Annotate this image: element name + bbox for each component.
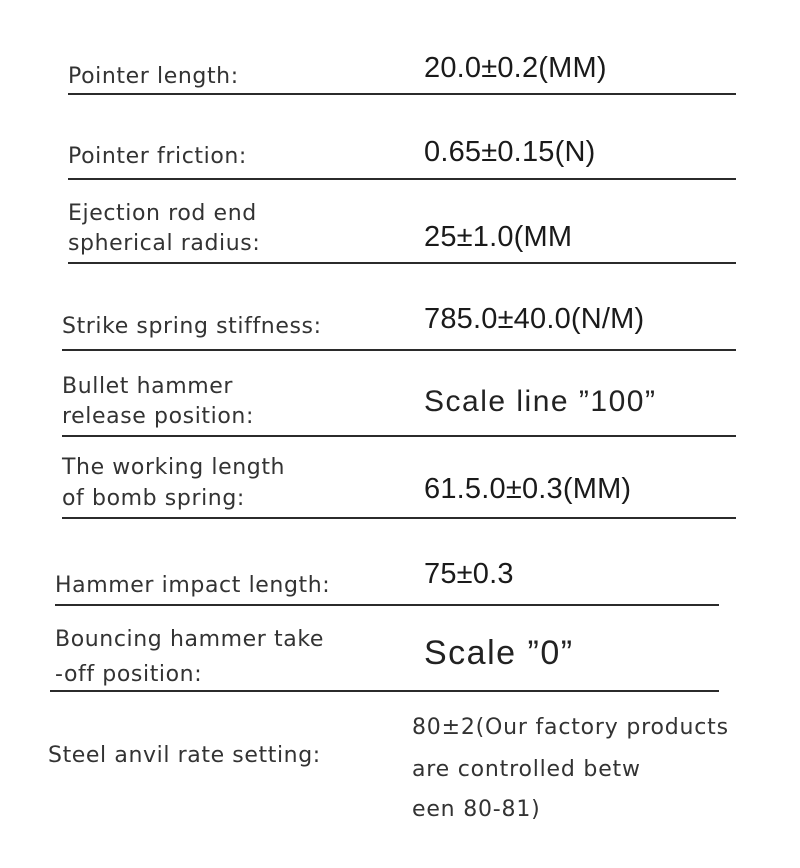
spec-label-hammer-impact: Hammer impact length: <box>55 573 331 598</box>
spec-value-steel-anvil-line3: een 80-81) <box>412 797 541 822</box>
spec-value-steel-anvil-line1: 80±2(Our factory products <box>412 715 729 740</box>
spec-value-bullet-hammer: Scale line ”100” <box>424 385 657 418</box>
spec-value-bomb-spring: 61.5.0±0.3(MM) <box>424 473 632 505</box>
spec-label-ejection-rod-line1: Ejection rod end <box>68 201 257 226</box>
spec-label-bullet-hammer-line2: release position: <box>62 404 254 429</box>
divider <box>50 690 719 692</box>
spec-value-hammer-impact: 75±0.3 <box>424 558 514 590</box>
spec-value-steel-anvil-line2: are controlled betw <box>412 757 641 782</box>
spec-label-pointer-friction: Pointer friction: <box>68 144 247 169</box>
spec-label-ejection-rod-line2: spherical radius: <box>68 231 261 256</box>
spec-value-ejection-rod: 25±1.0(MM <box>424 221 573 253</box>
divider <box>68 178 736 180</box>
divider <box>62 349 736 351</box>
divider <box>62 435 736 437</box>
divider <box>68 262 736 264</box>
spec-value-pointer-length: 20.0±0.2(MM) <box>424 52 607 84</box>
divider <box>62 517 736 519</box>
spec-value-pointer-friction: 0.65±0.15(N) <box>424 136 596 168</box>
spec-label-pointer-length: Pointer length: <box>68 64 239 89</box>
spec-value-strike-spring: 785.0±40.0(N/M) <box>424 303 645 335</box>
spec-label-bomb-spring-line1: The working length <box>62 455 286 480</box>
divider <box>55 604 719 606</box>
spec-label-steel-anvil: Steel anvil rate setting: <box>48 743 321 768</box>
divider <box>68 93 736 95</box>
spec-label-bouncing-hammer-line1: Bouncing hammer take <box>55 627 325 652</box>
spec-label-strike-spring: Strike spring stiffness: <box>62 314 322 339</box>
spec-value-bouncing-hammer: Scale ”0” <box>424 634 574 672</box>
spec-label-bullet-hammer-line1: Bullet hammer <box>62 374 234 399</box>
spec-label-bomb-spring-line2: of bomb spring: <box>62 486 245 511</box>
spec-label-bouncing-hammer-line2: -off position: <box>55 662 203 687</box>
